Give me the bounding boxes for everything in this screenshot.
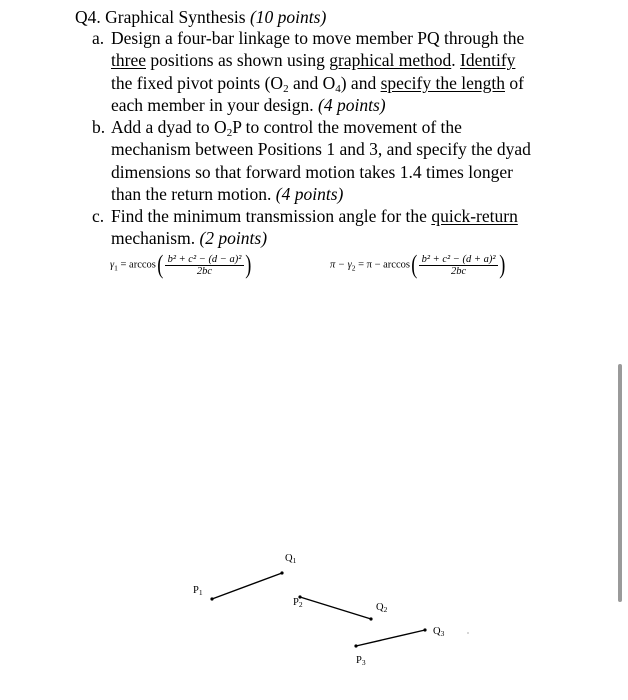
point-q3 — [423, 628, 426, 631]
label-p3: $P_3$ — [356, 655, 366, 667]
equation-gamma2: $\pi - \gamma_2 = \pi - \arccos$( $\frac{\text{b² + c² − (d + a)²}}{2bc}$ ) — [330, 250, 506, 279]
vertical-scrollbar[interactable] — [618, 364, 622, 602]
point-q2 — [369, 617, 372, 620]
part-b-label: b. — [92, 117, 106, 137]
label-q2: $Q_2$ — [376, 602, 388, 614]
label-p2: $P_2$ — [293, 597, 303, 609]
equation-gamma1: $\gamma_1 = \arccos$( $\frac{\text{b² + c² − (d − a)²}}{2bc}$ ) — [110, 250, 252, 279]
label-q3: $Q_3$ — [433, 626, 445, 638]
point-p1 — [210, 597, 213, 600]
label-q1: $Q_1$ — [285, 553, 297, 565]
link-pq-position-3 — [356, 630, 425, 646]
question-title: Q4. Graphical Synthesis (10 points) — [75, 7, 327, 27]
part-c-label: c. — [92, 206, 105, 226]
point-q1 — [280, 571, 283, 574]
point-p3 — [354, 644, 357, 647]
link-pq-position-2 — [300, 597, 371, 619]
part-b-text: Add a dyad to $O_2P$ to control the movement of the mechanism between Positions 1 and 3, and specify the dyad dimensions so that forward motion takes 1.4 times longer than the return motion. (4 points) — [111, 117, 531, 204]
link-pq-position-1 — [212, 573, 282, 599]
label-p1: $P_1$ — [193, 585, 203, 597]
part-c-text: Find the minimum transmission angle for the quick-return mechanism. (2 points) — [111, 206, 518, 249]
part-a-label: a. — [92, 28, 105, 48]
stray-mark — [467, 632, 469, 634]
part-a-text: Design a four-bar linkage to move member PQ through the three positions as shown using graphical method. Identify the fixed pivot points ($O_2$ and $O_4$) and specify the length of each member in your design. (4 points) — [111, 28, 525, 115]
